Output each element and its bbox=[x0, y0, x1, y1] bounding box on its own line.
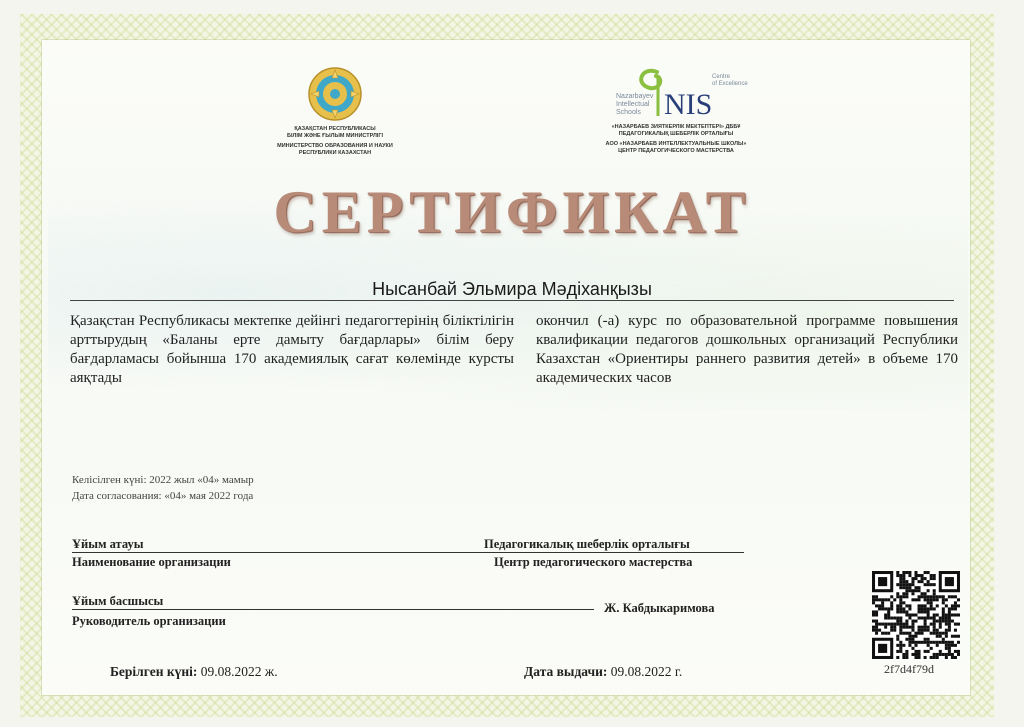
ministry-caption: ҚАЗАҚСТАН РЕСПУБЛИКАСЫ БІЛІМ ЖӘНЕ ҒЫЛЫМ МИНИСТРЛІГІ МИНИСТЕРСТВО ОБРАЗОВАНИЯ И НАУКИ РЕСПУБЛИКИ КАЗАХСТАН bbox=[277, 126, 393, 156]
agreement-date-ru: Дата согласования: «04» мая 2022 года bbox=[72, 490, 254, 502]
org-value-kz: Педагогикалық шеберлік орталығы bbox=[484, 537, 690, 551]
issue-date-ru-value: 09.08.2022 г. bbox=[610, 664, 683, 679]
course-text-kz: Қазақстан Республикасы мектепке дейінгі педагогтерінің біліктілігін арттырудың «Баланы ерте дамыту бағдарлары» білім беру бағдарламасы бойынша 170 академиялық сағат көлемінде курсты аяқтады bbox=[70, 313, 514, 386]
svg-text:NIS: NIS bbox=[664, 88, 713, 121]
svg-text:of Excellence: of Excellence bbox=[712, 81, 748, 87]
recipient-underline bbox=[70, 300, 954, 301]
issue-date-ru bbox=[524, 664, 682, 680]
svg-text:Intellectual: Intellectual bbox=[616, 101, 650, 108]
org-value-ru: Центр педагогического мастерства bbox=[494, 555, 693, 569]
head-label-kz: Ұйым басшысы bbox=[72, 594, 164, 608]
certificate-code: 2f7d4f79d bbox=[884, 662, 934, 676]
nis-logo-icon bbox=[612, 64, 748, 124]
recipient-name: Нысанбай Эльмира Мәдіханқызы bbox=[372, 279, 652, 299]
org-label-kz: Ұйым атауы bbox=[72, 537, 144, 551]
nis-caption: «НАЗАРБАЕВ ЗИЯТКЕРЛІК МЕКТЕПТЕРІ» ДББҰ ПЕДАГОГИКАЛЫҚ ШЕБЕРЛІК ОРТАЛЫҒЫ АОО «НАЗАРБАЕВ ИНТЕЛЛЕКТУАЛЬНЫЕ ШКОЛЫ» ЦЕНТР ПЕДАГОГИЧЕСКОГО МАСТЕРСТВА bbox=[605, 124, 747, 154]
course-text-ru: окончил (-а) курс по образовательной программе повышения квалификации педагогов дошкольных организаций Республики Казахстан «Ориентиры раннего развития детей» в объеме 170 академических часов bbox=[536, 313, 958, 386]
issue-date-kz-label: Берілген күні: bbox=[110, 664, 198, 679]
head-line bbox=[72, 609, 594, 610]
head-label-ru: Руководитель организации bbox=[72, 614, 226, 628]
issue-date-kz bbox=[110, 664, 278, 680]
svg-text:Centre: Centre bbox=[712, 74, 731, 80]
issue-date-ru-label: Дата выдачи: bbox=[524, 664, 608, 679]
qr-code-icon bbox=[872, 571, 960, 659]
agreement-date bbox=[72, 472, 254, 504]
svg-text:Schools: Schools bbox=[616, 109, 641, 116]
head-value: Ж. Кабдыкаримова bbox=[604, 601, 715, 615]
svg-text:Nazarbayev: Nazarbayev bbox=[616, 93, 654, 100]
org-line bbox=[72, 552, 744, 553]
state-emblem-icon bbox=[307, 66, 363, 122]
org-label-ru: Наименование организации bbox=[72, 555, 231, 569]
certificate-title: СЕРТИФИКАТ bbox=[273, 179, 751, 245]
issue-date-kz-value: 09.08.2022 ж. bbox=[200, 664, 278, 679]
agreement-date-kz: Келісілген күні: 2022 жыл «04» мамыр bbox=[72, 474, 254, 486]
